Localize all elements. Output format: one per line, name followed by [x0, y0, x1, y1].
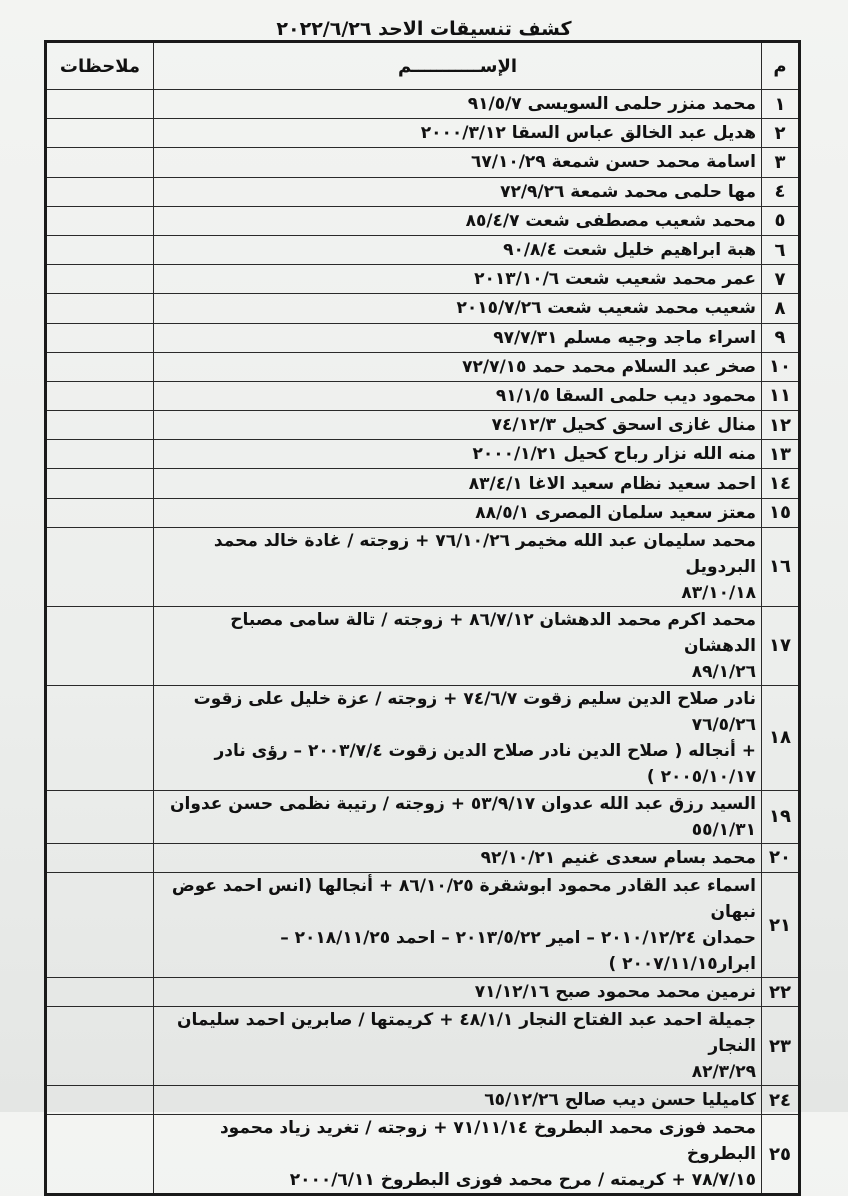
row-notes — [46, 440, 154, 469]
row-name: منال غازى اسحق كحيل ٧٤/١٢/٣ — [154, 411, 762, 440]
table-row — [46, 606, 800, 685]
page-title: كشف تنسيقات الاحد ٢٠٢٢/٦/٢٦ — [276, 18, 572, 40]
row-number: ١١ — [762, 381, 800, 410]
row-number: ٢٠ — [762, 843, 800, 872]
table-header-row — [46, 42, 800, 90]
table-row — [46, 1086, 800, 1115]
row-number: ٢٢ — [762, 978, 800, 1007]
row-notes — [46, 606, 154, 685]
table-row — [46, 1115, 800, 1195]
row-number: ١٣ — [762, 440, 800, 469]
table-row — [46, 323, 800, 352]
row-number: ١٦ — [762, 527, 800, 606]
row-notes — [46, 294, 154, 323]
table-row — [46, 235, 800, 264]
row-notes — [46, 873, 154, 978]
row-notes — [46, 90, 154, 119]
row-number: ٩ — [762, 323, 800, 352]
row-number: ٢٤ — [762, 1086, 800, 1115]
table-row — [46, 119, 800, 148]
row-name: محمود ديب حلمى السقا ٩١/١/٥ — [154, 381, 762, 410]
table-row — [46, 527, 800, 606]
row-name: كاميليا حسن ديب صالح ٦٥/١٢/٢٦ — [154, 1086, 762, 1115]
row-number: ١٢ — [762, 411, 800, 440]
row-notes — [46, 978, 154, 1007]
row-notes — [46, 265, 154, 294]
row-name: محمد سليمان عبد الله مخيمر ٧٦/١٠/٢٦ + زوجته / غادة خالد محمد البردويل ٨٣/١٠/١٨ — [154, 527, 762, 606]
table-row — [46, 1007, 800, 1086]
row-notes — [46, 843, 154, 872]
table-row — [46, 352, 800, 381]
table-row — [46, 469, 800, 498]
table-row — [46, 381, 800, 410]
row-notes — [46, 119, 154, 148]
row-number: ١٤ — [762, 469, 800, 498]
row-name: محمد فوزى محمد البطروخ ٧١/١١/١٤ + زوجته / تغريد زياد محمود البطروخ ٧٨/٧/١٥ + كريمته / مرح محمد فوزى البطروخ ٢٠٠٠/٦/١١ — [154, 1115, 762, 1195]
row-name: اسامة محمد حسن شمعة ٦٧/١٠/٢٩ — [154, 148, 762, 177]
row-notes — [46, 498, 154, 527]
row-name: منه الله نزار رباح كحيل ٢٠٠٠/١/٢١ — [154, 440, 762, 469]
table-row — [46, 685, 800, 790]
row-number: ١٥ — [762, 498, 800, 527]
row-notes — [46, 235, 154, 264]
table-row — [46, 873, 800, 978]
table-row — [46, 790, 800, 843]
row-number: ٥ — [762, 206, 800, 235]
row-notes — [46, 685, 154, 790]
table-row — [46, 978, 800, 1007]
row-name: جميلة احمد عبد الفتاح النجار ٤٨/١/١ + كريمتها / صابرين احمد سليمان النجار ٨٢/٣/٢٩ — [154, 1007, 762, 1086]
table-row — [46, 206, 800, 235]
table-row — [46, 177, 800, 206]
row-number: ٤ — [762, 177, 800, 206]
row-number: ٢ — [762, 119, 800, 148]
row-notes — [46, 790, 154, 843]
row-number: ٧ — [762, 265, 800, 294]
row-name: اسماء عبد القادر محمود ابوشقرة ٨٦/١٠/٢٥ + أنجالها (انس احمد عوض نبهان حمدان ٢٠١٠/١٢/٢٤ – امير ٢٠١٣/٥/٢٢ – احمد ٢٠١٨/١١/٢٥ – ابرار٢٠٠٧/١١/١٥ ) — [154, 873, 762, 978]
row-notes — [46, 177, 154, 206]
row-notes — [46, 469, 154, 498]
row-name: محمد بسام سعدى غنيم ٩٢/١٠/٢١ — [154, 843, 762, 872]
row-name: معتز سعيد سلمان المصرى ٨٨/٥/١ — [154, 498, 762, 527]
table-row — [46, 440, 800, 469]
row-name: محمد اكرم محمد الدهشان ٨٦/٧/١٢ + زوجته / تالة سامى مصباح الدهشان ٨٩/١/٢٦ — [154, 606, 762, 685]
row-name: احمد سعيد نظام سعيد الاغا ٨٣/٤/١ — [154, 469, 762, 498]
row-number: ٦ — [762, 235, 800, 264]
row-number: ١٩ — [762, 790, 800, 843]
row-name: محمد منزر حلمى السويسى ٩١/٥/٧ — [154, 90, 762, 119]
row-number: ٨ — [762, 294, 800, 323]
header-notes: ملاحظات — [46, 42, 154, 90]
table-row — [46, 411, 800, 440]
row-notes — [46, 323, 154, 352]
row-name: هديل عبد الخالق عباس السقا ٢٠٠٠/٣/١٢ — [154, 119, 762, 148]
row-name: نرمين محمد محمود صبح ٧١/١٢/١٦ — [154, 978, 762, 1007]
row-notes — [46, 1115, 154, 1195]
row-notes — [46, 527, 154, 606]
header-name: الإســـــــــــم — [154, 42, 762, 90]
header-number: م — [762, 42, 800, 90]
table-row — [46, 843, 800, 872]
row-name: محمد شعيب مصطفى شعت ٨٥/٤/٧ — [154, 206, 762, 235]
row-number: ٣ — [762, 148, 800, 177]
row-name: اسراء ماجد وجيه مسلم ٩٧/٧/٣١ — [154, 323, 762, 352]
table-row — [46, 265, 800, 294]
row-name: شعيب محمد شعيب شعت ٢٠١٥/٧/٢٦ — [154, 294, 762, 323]
table-row — [46, 498, 800, 527]
row-name: صخر عبد السلام محمد حمد ٧٢/٧/١٥ — [154, 352, 762, 381]
names-table — [44, 40, 801, 1196]
row-notes — [46, 206, 154, 235]
row-number: ١ — [762, 90, 800, 119]
row-number: ١٠ — [762, 352, 800, 381]
row-number: ٢١ — [762, 873, 800, 978]
row-name: السيد رزق عبد الله عدوان ٥٣/٩/١٧ + زوجته / رتيبة نظمى حسن عدوان ٥٥/١/٣١ — [154, 790, 762, 843]
table-row — [46, 148, 800, 177]
row-number: ١٨ — [762, 685, 800, 790]
table-row — [46, 294, 800, 323]
row-notes — [46, 1007, 154, 1086]
row-notes — [46, 1086, 154, 1115]
row-notes — [46, 352, 154, 381]
row-notes — [46, 381, 154, 410]
table-row — [46, 90, 800, 119]
row-name: عمر محمد شعيب شعت ٢٠١٣/١٠/٦ — [154, 265, 762, 294]
row-notes — [46, 148, 154, 177]
row-notes — [46, 411, 154, 440]
row-name: مها حلمى محمد شمعة ٧٢/٩/٢٦ — [154, 177, 762, 206]
row-number: ١٧ — [762, 606, 800, 685]
row-number: ٢٥ — [762, 1115, 800, 1195]
row-name: نادر صلاح الدين سليم زقوت ٧٤/٦/٧ + زوجته / عزة خليل على زقوت ٧٦/٥/٢٦ + أنجاله ( صلاح الدين نادر صلاح الدين زقوت ٢٠٠٣/٧/٤ – رؤى نادر ٢٠٠٥/١٠/١٧ ) — [154, 685, 762, 790]
row-number: ٢٣ — [762, 1007, 800, 1086]
table-body — [46, 90, 800, 1195]
row-name: هبة ابراهيم خليل شعت ٩٠/٨/٤ — [154, 235, 762, 264]
